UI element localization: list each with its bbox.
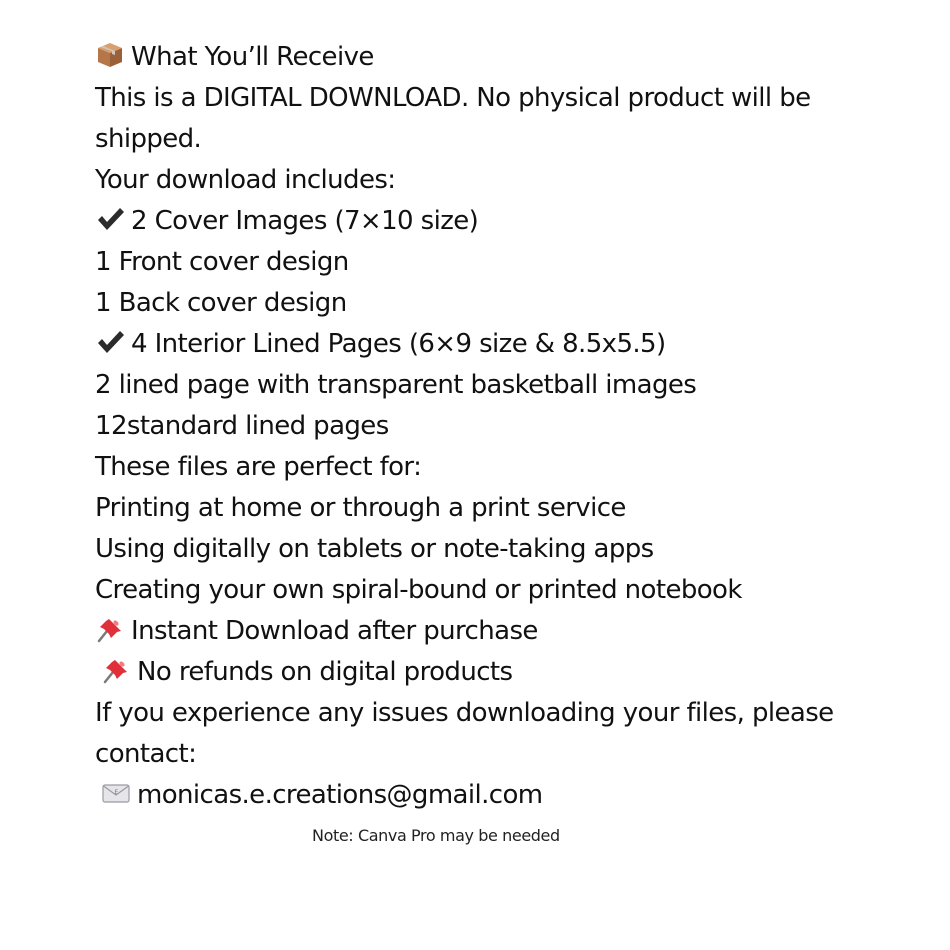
use-notebook: Creating your own spiral-bound or printed notebook (95, 575, 742, 605)
notice-no-refunds (95, 652, 895, 693)
svg-text:E: E (114, 789, 118, 796)
envelope-icon (101, 779, 131, 807)
notice-instant-download (95, 611, 895, 652)
package-icon (95, 41, 125, 69)
check-mark-icon (95, 328, 125, 356)
pushpin-icon (95, 615, 125, 643)
notice-text: No refunds on digital products (137, 657, 513, 687)
interior-detail-basketball: 2 lined page with transparent basketball images (95, 370, 697, 400)
product-description (95, 37, 895, 816)
cover-detail-back: 1 Back cover design (95, 288, 347, 318)
use-digital: Using digitally on tablets or note-taking apps (95, 534, 654, 564)
cover-detail-front: 1 Front cover design (95, 247, 349, 277)
contact-line-2: contact: (95, 739, 197, 769)
perfect-for-label: These files are perfect for: (95, 452, 422, 482)
check-mark-icon (95, 205, 125, 233)
intro-line-1: This is a DIGITAL DOWNLOAD. No physical product will be (95, 83, 811, 113)
included-item-interior-pages (95, 324, 895, 365)
notice-text: Instant Download after purchase (131, 616, 538, 646)
heading-line (95, 37, 895, 78)
intro-line-2: shipped. (95, 124, 202, 154)
use-printing: Printing at home or through a print service (95, 493, 626, 523)
item-text: 2 Cover Images (7×10 size) (131, 206, 479, 236)
pushpin-icon (101, 656, 131, 684)
canva-pro-note: Note: Canva Pro may be needed (312, 826, 560, 845)
item-text: 4 Interior Lined Pages (6×9 size & 8.5x5.5) (131, 329, 666, 359)
included-item-cover-images (95, 201, 895, 242)
contact-line-1: If you experience any issues downloading your files, please (95, 698, 834, 728)
email-address[interactable]: monicas.e.creations@gmail.com (137, 780, 543, 810)
interior-detail-standard: 12standard lined pages (95, 411, 389, 441)
contact-email[interactable] (95, 775, 895, 816)
includes-label: Your download includes: (95, 165, 396, 195)
heading-text: What You’ll Receive (131, 42, 374, 72)
